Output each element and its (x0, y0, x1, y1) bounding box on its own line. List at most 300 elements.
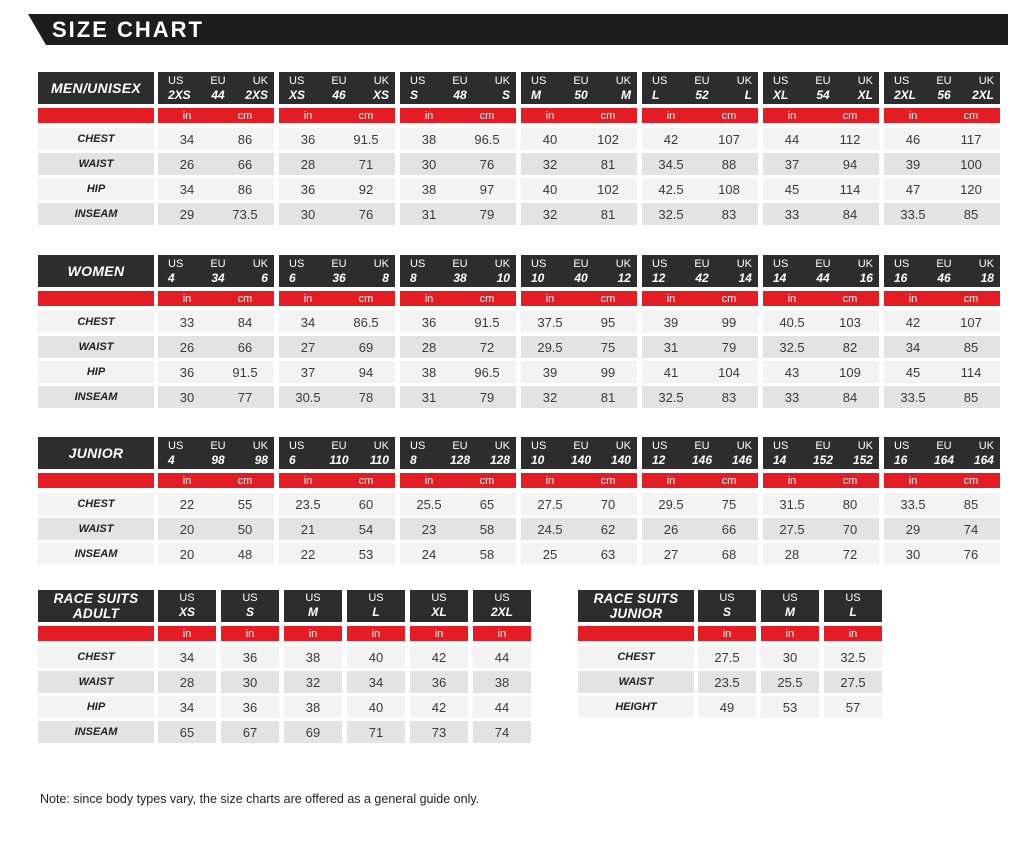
value-in: 25.5 (416, 496, 442, 512)
value-cm: 97 (479, 181, 495, 197)
uk-size: 110 (369, 453, 389, 467)
us-label: US (368, 592, 384, 604)
us-label: US (773, 258, 789, 270)
value-in: 44 (784, 131, 800, 147)
unit-in: in (545, 474, 555, 487)
unit-cell: in (347, 626, 405, 641)
unit-in: in (303, 474, 313, 487)
value-cm: 50 (237, 521, 253, 537)
value-in: 20 (179, 521, 195, 537)
measurement-cell (400, 178, 516, 200)
unit-in: in (424, 292, 434, 305)
unit-row (521, 108, 637, 123)
eu-size: 52 (695, 88, 709, 102)
value-cm: 66 (721, 521, 737, 537)
eu-label: EU (452, 258, 468, 270)
row-label-hip: HIP (38, 178, 154, 200)
uk-label: UK (857, 75, 873, 87)
value-cm: 83 (721, 206, 737, 222)
measurement-cell: 65 (158, 721, 216, 743)
value-cm: 78 (358, 389, 374, 405)
value-in: 42.5 (658, 181, 684, 197)
us-label: US (782, 592, 798, 604)
value-in: 26 (179, 156, 195, 172)
unit-row (279, 473, 395, 488)
unit-in: in (787, 292, 797, 305)
us-size: 2XL (894, 88, 917, 102)
value-cm: 74 (963, 521, 979, 537)
unit-in: in (908, 292, 918, 305)
value-in: 29.5 (658, 496, 684, 512)
eu-label: EU (210, 75, 226, 87)
size-header (761, 590, 819, 622)
unit-in: in (303, 109, 313, 122)
measurement-cell: 38 (284, 696, 342, 718)
us-size: S (245, 605, 254, 619)
unit-in: in (787, 109, 797, 122)
row-label-chest: CHEST (38, 493, 154, 515)
uk-size: XS (372, 88, 389, 102)
value-in: 39 (905, 156, 921, 172)
us-label: US (652, 258, 668, 270)
unit-row (400, 108, 516, 123)
value-in: 32 (542, 156, 558, 172)
unit-cell: in (221, 626, 279, 641)
value-in: 41 (663, 364, 679, 380)
uk-size: 146 (731, 453, 752, 467)
eu-size: 34 (211, 271, 225, 285)
value-cm: 86.5 (353, 314, 379, 330)
value-in: 33 (179, 314, 195, 330)
us-label: US (168, 75, 184, 87)
measurement-cell (884, 203, 1000, 225)
us-size: S (410, 88, 419, 102)
value-in: 40 (542, 131, 558, 147)
us-label: US (845, 592, 861, 604)
eu-label: EU (694, 258, 710, 270)
value-cm: 94 (358, 364, 374, 380)
measurement-cell: 36 (221, 696, 279, 718)
section-title (578, 590, 694, 622)
value-cm: 84 (842, 206, 858, 222)
value-in: 29 (905, 521, 921, 537)
unit-row (400, 291, 516, 306)
us-label: US (773, 440, 789, 452)
us-label: US (242, 592, 258, 604)
measurement-cell (400, 336, 516, 358)
value-cm: 94 (842, 156, 858, 172)
us-size: XL (431, 605, 447, 619)
value-in: 40.5 (779, 314, 805, 330)
value-cm: 79 (479, 206, 495, 222)
measurement-cell (279, 203, 395, 225)
eu-label: EU (573, 258, 589, 270)
value-cm: 83 (721, 389, 737, 405)
measurement-cell: 42 (410, 646, 468, 668)
eu-size: 42 (695, 271, 709, 285)
eu-label: EU (815, 75, 831, 87)
value-in: 27.5 (537, 496, 563, 512)
size-header (410, 590, 468, 622)
value-cm: 99 (600, 364, 616, 380)
row-label-hip: HIP (38, 361, 154, 383)
unit-in: in (908, 474, 918, 487)
size-header (884, 72, 1000, 104)
measurement-cell (158, 128, 274, 150)
measurement-cell: 38 (284, 646, 342, 668)
value-cm: 77 (237, 389, 253, 405)
value-in: 34 (179, 181, 195, 197)
us-label: US (894, 440, 910, 452)
uk-size: 2XL (971, 88, 994, 102)
unit-row (642, 473, 758, 488)
uk-label: UK (252, 440, 268, 452)
row-label-chest: CHEST (38, 128, 154, 150)
value-cm: 65 (479, 496, 495, 512)
us-label: US (410, 75, 426, 87)
value-in: 30 (179, 389, 195, 405)
value-in: 31 (663, 339, 679, 355)
size-header (279, 255, 395, 287)
unit-cell: in (698, 626, 756, 641)
section-title-line2: ADULT (72, 606, 120, 621)
row-label-waist: WAIST (38, 518, 154, 540)
eu-size: 44 (816, 271, 830, 285)
unit-in: in (666, 109, 676, 122)
measurement-cell: 49 (698, 696, 756, 718)
us-size: XL (773, 88, 789, 102)
uk-size: L (744, 88, 752, 102)
measurement-cell: 23.5 (698, 671, 756, 693)
uk-label: UK (252, 75, 268, 87)
uk-size: 140 (610, 453, 631, 467)
unit-row (884, 291, 1000, 306)
measurement-cell: 44 (473, 646, 531, 668)
row-label-inseam: INSEAM (38, 543, 154, 565)
value-in: 23.5 (295, 496, 321, 512)
uk-size: M (620, 88, 631, 102)
eu-label: EU (452, 440, 468, 452)
unit-cm: cm (842, 292, 858, 305)
measurement-cell (884, 178, 1000, 200)
value-cm: 73.5 (232, 206, 258, 222)
measurement-cell (279, 386, 395, 408)
value-cm: 91.5 (353, 131, 379, 147)
uk-size: 16 (859, 271, 873, 285)
measurement-cell (158, 543, 274, 565)
uk-label: UK (978, 440, 994, 452)
eu-size: 50 (574, 88, 588, 102)
uk-label: UK (857, 440, 873, 452)
measurement-cell (158, 386, 274, 408)
measurement-cell (884, 336, 1000, 358)
measurement-cell (158, 153, 274, 175)
measurement-cell (521, 153, 637, 175)
value-cm: 85 (963, 496, 979, 512)
unit-row (884, 108, 1000, 123)
eu-label: EU (452, 75, 468, 87)
unit-cm: cm (237, 292, 253, 305)
size-header (763, 72, 879, 104)
value-cm: 109 (839, 364, 861, 380)
value-in: 40 (542, 181, 558, 197)
measurement-cell (763, 543, 879, 565)
section-title: JUNIOR (38, 437, 154, 469)
uk-size: 18 (980, 271, 994, 285)
eu-label: EU (694, 75, 710, 87)
size-header (473, 590, 531, 622)
value-in: 34 (300, 314, 316, 330)
measurement-cell: 40 (347, 646, 405, 668)
value-cm: 120 (960, 181, 982, 197)
measurement-cell (642, 543, 758, 565)
uk-label: UK (857, 258, 873, 270)
value-cm: 114 (960, 364, 982, 380)
unit-cm: cm (963, 109, 979, 122)
value-in: 26 (179, 339, 195, 355)
unit-cm: cm (963, 292, 979, 305)
value-in: 38 (421, 131, 437, 147)
unit-row (158, 108, 274, 123)
unit-row (763, 108, 879, 123)
measurement-cell: 40 (347, 696, 405, 718)
eu-size: 36 (332, 271, 346, 285)
value-cm: 112 (839, 131, 861, 147)
value-cm: 88 (721, 156, 737, 172)
measurement-cell: 34 (158, 696, 216, 718)
size-header (158, 437, 274, 469)
unit-in: in (182, 474, 192, 487)
us-size: 4 (168, 453, 175, 467)
row-label-hip: HIP (38, 696, 154, 718)
us-size: S (722, 605, 731, 619)
value-in: 32 (542, 389, 558, 405)
us-size: 10 (531, 453, 545, 467)
size-header (347, 590, 405, 622)
value-in: 36 (300, 181, 316, 197)
us-size: L (372, 605, 380, 619)
value-cm: 68 (721, 546, 737, 562)
us-label: US (894, 258, 910, 270)
us-size: 14 (773, 453, 787, 467)
value-in: 31 (421, 206, 437, 222)
value-cm: 86 (237, 131, 253, 147)
unit-cm: cm (600, 474, 616, 487)
value-cm: 58 (479, 546, 495, 562)
us-label: US (431, 592, 447, 604)
measurement-cell: 42 (410, 696, 468, 718)
measurement-cell (400, 543, 516, 565)
eu-size: 128 (449, 453, 470, 467)
value-in: 30 (905, 546, 921, 562)
value-in: 46 (905, 131, 921, 147)
eu-size: 48 (453, 88, 467, 102)
measurement-cell (642, 361, 758, 383)
measurement-cell (279, 128, 395, 150)
unit-in: in (424, 474, 434, 487)
value-cm: 99 (721, 314, 737, 330)
size-header (221, 590, 279, 622)
measurement-cell (279, 153, 395, 175)
value-in: 30.5 (295, 389, 321, 405)
measurement-cell (642, 493, 758, 515)
uk-label: UK (736, 75, 752, 87)
value-cm: 86 (237, 181, 253, 197)
unit-row (642, 108, 758, 123)
uk-size: 12 (617, 271, 631, 285)
unit-row-label-bar (38, 291, 154, 306)
value-cm: 71 (358, 156, 374, 172)
uk-size: 8 (382, 271, 389, 285)
value-in: 27.5 (779, 521, 805, 537)
us-size: 16 (894, 453, 908, 467)
measurement-cell: 27.5 (824, 671, 882, 693)
row-label-waist: WAIST (38, 153, 154, 175)
uk-label: UK (978, 75, 994, 87)
measurement-cell (158, 361, 274, 383)
value-cm: 66 (237, 156, 253, 172)
section-title-line2: JUNIOR (609, 606, 663, 621)
row-label-waist: WAIST (38, 336, 154, 358)
measurement-cell (279, 311, 395, 333)
us-label: US (410, 258, 426, 270)
unit-in: in (182, 109, 192, 122)
row-label-height: HEIGHT (578, 696, 694, 718)
size-header (698, 590, 756, 622)
measurement-cell (400, 128, 516, 150)
measurement-cell (158, 203, 274, 225)
size-header (642, 255, 758, 287)
unit-row-label-bar (38, 473, 154, 488)
unit-row (884, 473, 1000, 488)
measurement-cell (763, 153, 879, 175)
value-cm: 53 (358, 546, 374, 562)
value-in: 30 (421, 156, 437, 172)
value-in: 36 (300, 131, 316, 147)
value-in: 33 (784, 206, 800, 222)
us-size: XS (178, 605, 195, 619)
eu-label: EU (936, 75, 952, 87)
unit-row (279, 291, 395, 306)
measurement-cell (763, 178, 879, 200)
measurement-cell (763, 128, 879, 150)
row-label-inseam: INSEAM (38, 721, 154, 743)
us-size: 6 (289, 271, 296, 285)
value-cm: 85 (963, 339, 979, 355)
measurement-cell (158, 493, 274, 515)
unit-cell: in (761, 626, 819, 641)
unit-cm: cm (963, 474, 979, 487)
value-cm: 107 (718, 131, 740, 147)
unit-row (400, 473, 516, 488)
value-cm: 79 (479, 389, 495, 405)
us-size: L (652, 88, 660, 102)
uk-size: S (501, 88, 510, 102)
unit-in: in (545, 109, 555, 122)
value-cm: 58 (479, 521, 495, 537)
eu-label: EU (694, 440, 710, 452)
unit-cm: cm (479, 474, 495, 487)
size-header (158, 72, 274, 104)
measurement-cell (521, 386, 637, 408)
value-in: 28 (300, 156, 316, 172)
us-size: 8 (410, 271, 417, 285)
section-title: MEN/UNISEX (38, 72, 154, 104)
uk-size: 164 (973, 453, 994, 467)
measurement-cell: 30 (221, 671, 279, 693)
value-cm: 81 (600, 206, 616, 222)
measurement-cell (642, 128, 758, 150)
eu-label: EU (815, 258, 831, 270)
eu-label: EU (210, 440, 226, 452)
eu-label: EU (936, 258, 952, 270)
section-title-line1: RACE SUITS (593, 591, 679, 606)
us-label: US (305, 592, 321, 604)
size-header (521, 255, 637, 287)
measurement-cell (521, 543, 637, 565)
measurement-cell (158, 178, 274, 200)
measurement-cell: 27.5 (698, 646, 756, 668)
size-header (400, 72, 516, 104)
value-cm: 96.5 (474, 364, 500, 380)
uk-size: 14 (738, 271, 752, 285)
value-cm: 100 (960, 156, 982, 172)
value-in: 31 (421, 389, 437, 405)
measurement-cell (763, 361, 879, 383)
measurement-cell (279, 543, 395, 565)
measurement-cell: 44 (473, 696, 531, 718)
unit-row-label-bar (38, 108, 154, 123)
value-cm: 85 (963, 206, 979, 222)
value-in: 28 (421, 339, 437, 355)
measurement-cell (763, 493, 879, 515)
row-label-chest: CHEST (38, 646, 154, 668)
us-label: US (179, 592, 195, 604)
uk-size: 152 (852, 453, 873, 467)
size-header (642, 72, 758, 104)
value-cm: 76 (963, 546, 979, 562)
unit-row (521, 291, 637, 306)
unit-row-label-bar (38, 626, 154, 641)
value-in: 37 (784, 156, 800, 172)
size-header (158, 255, 274, 287)
size-header (400, 255, 516, 287)
value-cm: 48 (237, 546, 253, 562)
value-cm: 69 (358, 339, 374, 355)
size-header (158, 590, 216, 622)
value-cm: 72 (479, 339, 495, 355)
uk-label: UK (373, 75, 389, 87)
value-in: 29.5 (537, 339, 563, 355)
us-size: 2XS (168, 88, 191, 102)
unit-cm: cm (479, 292, 495, 305)
value-cm: 107 (960, 314, 982, 330)
measurement-cell: 74 (473, 721, 531, 743)
value-in: 25 (542, 546, 558, 562)
value-cm: 66 (237, 339, 253, 355)
section-title (38, 590, 154, 622)
measurement-cell: 34 (347, 671, 405, 693)
size-header (284, 590, 342, 622)
value-in: 24.5 (537, 521, 563, 537)
value-cm: 70 (600, 496, 616, 512)
section-title-line1: RACE SUITS (53, 591, 139, 606)
value-in: 32.5 (658, 206, 684, 222)
eu-size: 140 (570, 453, 591, 467)
row-label-waist: WAIST (578, 671, 694, 693)
value-in: 32 (542, 206, 558, 222)
us-label: US (289, 258, 305, 270)
